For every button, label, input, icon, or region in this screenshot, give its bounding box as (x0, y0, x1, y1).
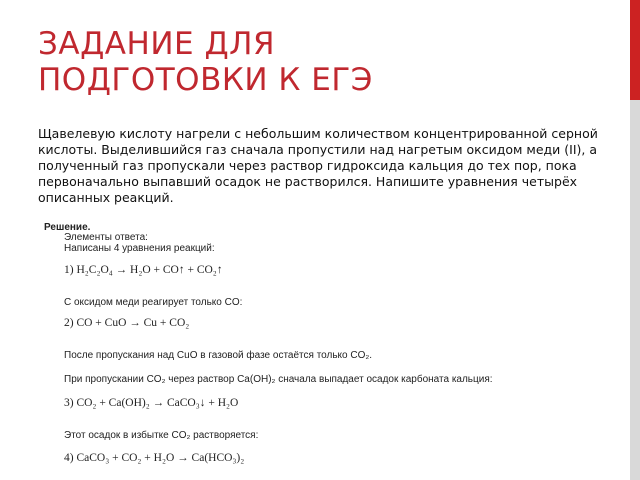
right-accent-red (630, 0, 640, 100)
note-1: С оксидом меди реагирует только CO: (64, 297, 243, 308)
answer-elements: Элементы ответа: (64, 232, 148, 243)
slide-title (38, 26, 458, 98)
solution-heading: Решение. (44, 222, 91, 233)
equation-4: 4) CaCO₃ + CO₂ + H₂O → Ca(HCO₃)₂ (64, 452, 245, 464)
task-text: Щавелевую кислоту нагрели с небольшим количеством концентрированной серной кислоты. Выделившийся газ сначала пропустили над нагретым оксидом меди (II), а полученный газ пропускали через раствор гидроксида кальция до тех пор, пока первоначально выпавший осадок не растворился. Напишите уравнения четырёх описанных реакций. (38, 126, 598, 205)
note-3: При пропускании CO₂ через раствор Ca(OH)₂ сначала выпадает осадок карбоната кальция: (64, 374, 493, 385)
slide-title-line1: ЗАДАНИЕ ДЛЯ (38, 26, 276, 62)
equation-1: 1) H₂C₂O₄ → H₂O + CO↑ + CO₂↑ (64, 264, 223, 276)
equations-written: Написаны 4 уравнения реакций: (64, 243, 215, 254)
equation-3: 3) CO₂ + Ca(OH)₂ → CaCO₃↓ + H₂O (64, 397, 239, 409)
note-2: После пропускания над CuO в газовой фазе остаётся только CO₂. (64, 350, 373, 361)
slide-title-line2: ПОДГОТОВКИ К ЕГЭ (38, 62, 373, 98)
equation-2: 2) CO + CuO → Cu + CO₂ (64, 317, 190, 329)
note-4: Этот осадок в избытке CO₂ растворяется: (64, 430, 259, 441)
solution-block (44, 222, 584, 464)
